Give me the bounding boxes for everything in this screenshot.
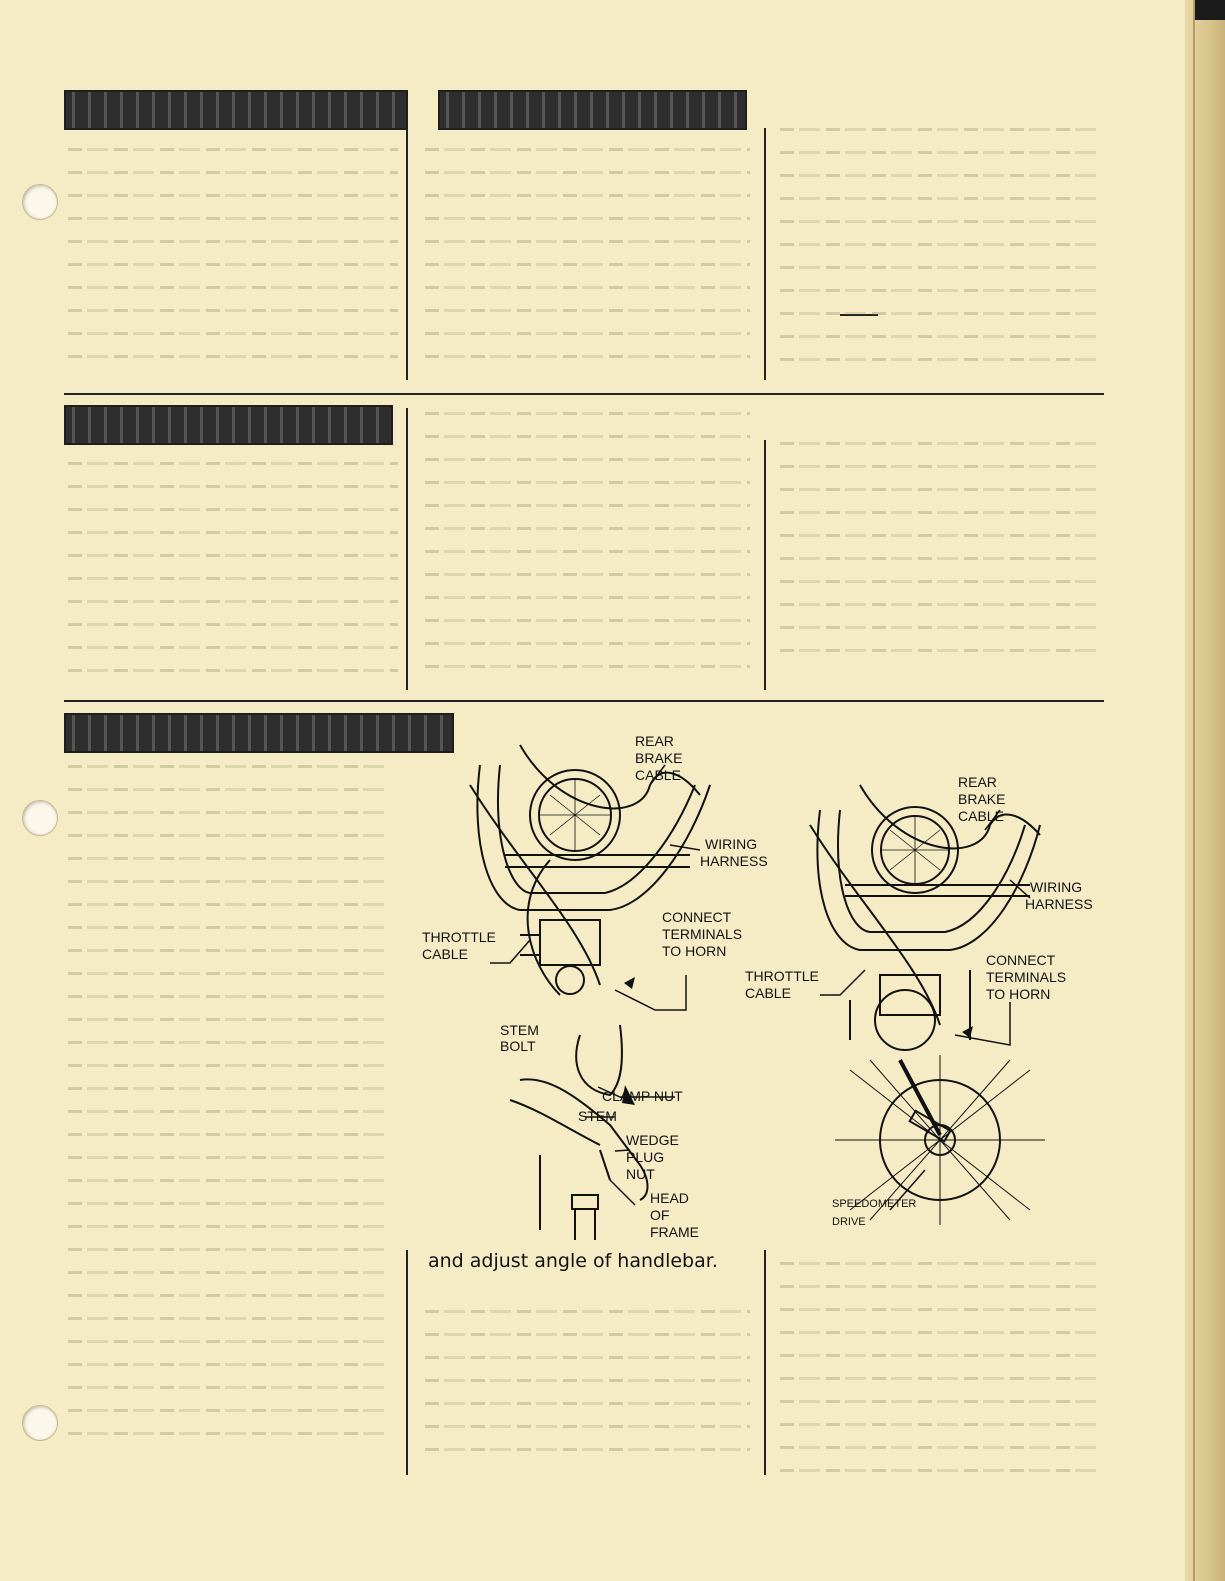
faded-text-block xyxy=(780,128,1100,381)
headlamp-base xyxy=(875,990,935,1050)
section-divider xyxy=(64,700,1104,702)
section-heading-bar-2 xyxy=(438,90,747,130)
label-stem: STEM xyxy=(578,1108,617,1124)
label-rear-brake-cable-3: CABLE xyxy=(958,808,1004,824)
label-connect-terminals-2: TERMINALS xyxy=(662,926,743,942)
column-rule xyxy=(406,128,408,380)
horn xyxy=(556,966,584,994)
label-rear-brake-cable-2: BRAKE xyxy=(958,791,1006,807)
handlebar-outline xyxy=(817,810,1040,950)
label-wedge-plug-nut-1: WEDGE xyxy=(626,1132,679,1148)
faded-text-block xyxy=(68,765,388,1455)
handlebar-diagram-right xyxy=(740,770,1110,1240)
label-connect-terminals-3: TO HORN xyxy=(662,943,727,959)
label-connect-terminals-1: CONNECT xyxy=(662,909,732,925)
figure-caption: and adjust angle of handlebar. xyxy=(428,1250,718,1272)
faded-text-block xyxy=(425,1310,750,1471)
label-connect-terminals-2: TERMINALS xyxy=(986,969,1067,985)
label-wiring-harness-1: WIRING xyxy=(1030,879,1083,895)
column-rule xyxy=(764,1250,766,1475)
label-connect-terminals-3: TO HORN xyxy=(986,986,1051,1002)
faded-text-block xyxy=(780,442,1100,672)
label-head-of-frame-3: FRAME xyxy=(650,1224,699,1240)
label-connect-terminals-1: CONNECT xyxy=(986,952,1056,968)
label-wiring-harness-1: WIRING xyxy=(705,836,758,852)
page-edge xyxy=(1185,0,1225,1581)
column-rule xyxy=(764,440,766,690)
binder-hole-top xyxy=(22,184,58,220)
column-rule xyxy=(406,408,408,690)
section-heading-bar-3 xyxy=(64,405,393,445)
binder-hole-middle xyxy=(22,800,58,836)
faded-text-block xyxy=(780,1262,1100,1492)
label-head-of-frame-2: OF xyxy=(650,1207,670,1223)
label-rear-brake-cable-1: REAR xyxy=(958,774,997,790)
label-speedometer-drive-2: DRIVE xyxy=(832,1216,866,1228)
page-corner xyxy=(1195,0,1225,20)
label-wedge-plug-nut-2: PLUG xyxy=(626,1149,665,1165)
faded-text-block xyxy=(68,462,398,692)
faded-text-block xyxy=(68,148,398,378)
label-rear-brake-cable-2: BRAKE xyxy=(635,750,683,766)
section-heading-bar-1 xyxy=(64,90,408,130)
column-rule xyxy=(764,128,766,380)
label-speedometer-drive-1: SPEEDOMETER xyxy=(832,1198,917,1210)
label-throttle-cable-1: THROTTLE xyxy=(422,929,496,945)
label-wiring-harness-2: HARNESS xyxy=(700,853,768,869)
label-throttle-cable-2: CABLE xyxy=(422,946,468,962)
label-rear-brake-cable-3: CABLE xyxy=(635,767,681,783)
label-wedge-plug-nut-3: NUT xyxy=(626,1166,655,1182)
label-rear-brake-cable-1: REAR xyxy=(635,733,674,749)
section-divider xyxy=(64,393,1104,395)
label-stem-bolt-2: BOLT xyxy=(500,1038,536,1054)
column-rule xyxy=(406,1250,408,1475)
handlebar-outline xyxy=(477,765,710,910)
label-head-of-frame-1: HEAD xyxy=(650,1190,689,1206)
label-stem-bolt-1: STEM xyxy=(500,1022,539,1038)
section-heading-bar-4 xyxy=(64,713,454,753)
handlebar-diagram-left xyxy=(410,725,790,1245)
label-throttle-cable-2: CABLE xyxy=(745,985,791,1001)
label-wiring-harness-2: HARNESS xyxy=(1025,896,1093,912)
label-throttle-cable-1: THROTTLE xyxy=(745,968,819,984)
label-clamp-nut: CLAMP NUT xyxy=(602,1088,683,1104)
faded-text-block xyxy=(425,148,750,378)
faded-text-block xyxy=(425,412,750,688)
binder-hole-bottom xyxy=(22,1405,58,1441)
